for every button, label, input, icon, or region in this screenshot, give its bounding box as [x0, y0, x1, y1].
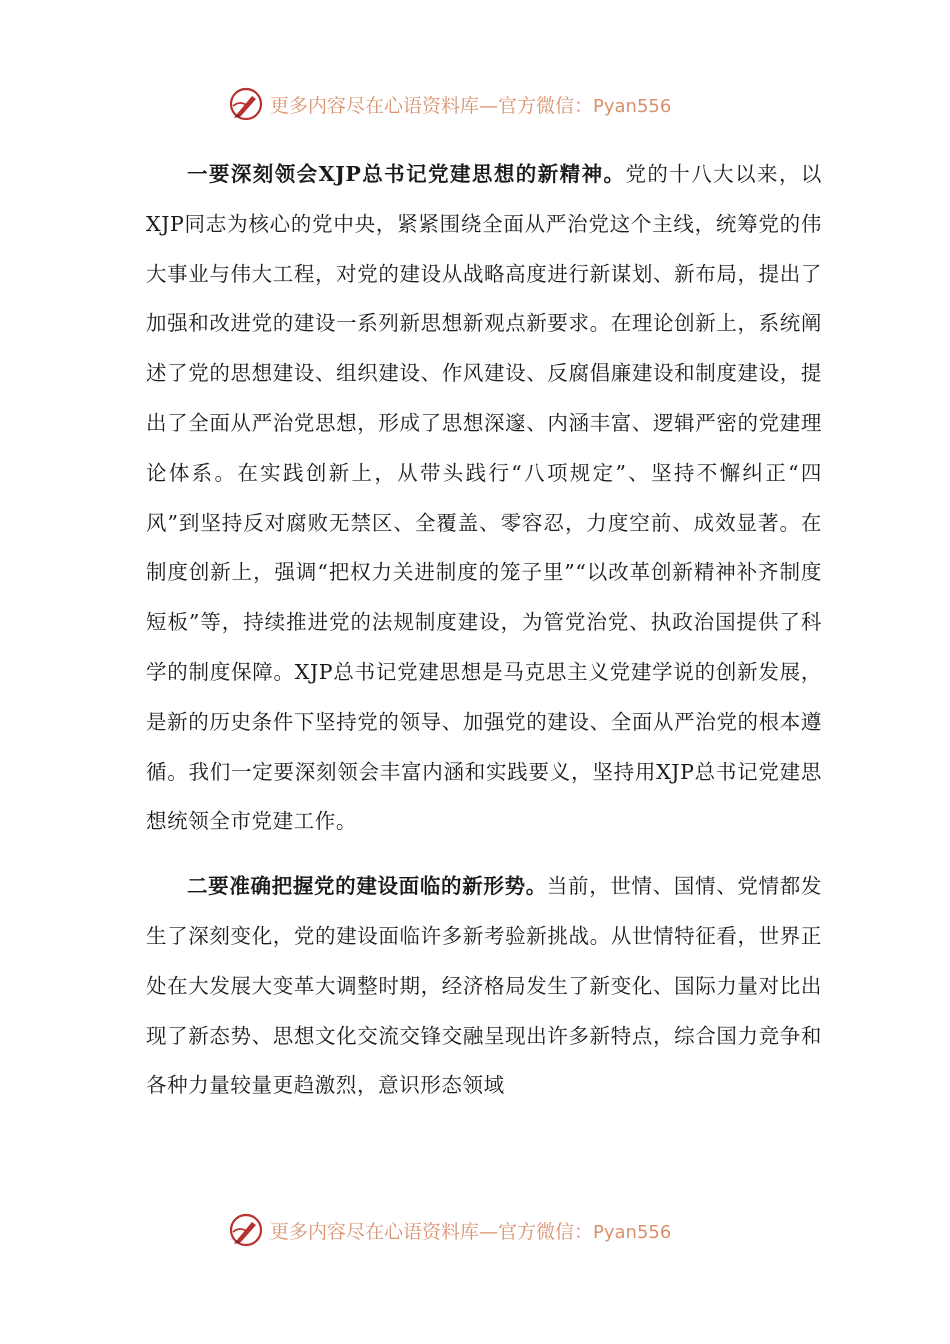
paragraph-lead: 一要深刻领会XJP总书记党建思想的新精神。	[187, 162, 626, 186]
watermark-text: 更多内容尽在心语资料库—官方微信：Pyan556	[270, 1220, 672, 1243]
paragraph-lead: 二要准确把握党的建设面临的新形势。	[187, 874, 547, 899]
watermark-header	[228, 86, 671, 122]
pen-nib-logo-icon	[228, 1212, 264, 1248]
paragraph-1	[146, 150, 822, 847]
paragraph-text: 当前，世情、国情、党情都发生了深刻变化，党的建设面临许多新考验新挑战。从世情特征看，世界正处在大发展大变革大调整时期，经济格局发生了新变化、国际力量对比出现了新态势、思想文化交流交锋交融呈现出许多新特点，综合国力竞争和各种力量较量更趋激烈，意识形态领域	[146, 874, 822, 1098]
document-body	[146, 150, 822, 1111]
paragraph-text: 党的十八大以来，以XJP同志为核心的党中央，紧紧围绕全面从严治党这个主线，统筹党的伟大事业与伟大工程，对党的建设从战略高度进行新谋划、新布局，提出了加强和改进党的建设一系列新思想新观点新要求。在理论创新上，系统阐述了党的思想建设、组织建设、作风建设、反腐倡廉建设和制度建设，提出了全面从严治党思想，形成了思想深邃、内涵丰富、逻辑严密的党建理论体系。在实践创新上，从带头践行“八项规定”、坚持不懈纠正“四风”到坚持反对腐败无禁区、全覆盖、零容忍，力度空前、成效显著。在制度创新上，强调“把权力关进制度的笼子里”“以改革创新精神补齐制度短板”等，持续推进党的法规制度建设，为管党治党、执政治国提供了科学的制度保障。XJP总书记党建思想是马克思主义党建学说的创新发展，是新的历史条件下坚持党的领导、加强党的建设、全面从严治党的根本遵循。我们一定要深刻领会丰富内涵和实践要义，坚持用XJP总书记党建思想统领全市党建工作。	[146, 162, 822, 834]
pen-nib-logo-icon	[228, 86, 264, 122]
paragraph-2	[146, 862, 822, 1111]
watermark-text: 更多内容尽在心语资料库—官方微信：Pyan556	[270, 94, 672, 117]
watermark-footer	[228, 1212, 671, 1248]
